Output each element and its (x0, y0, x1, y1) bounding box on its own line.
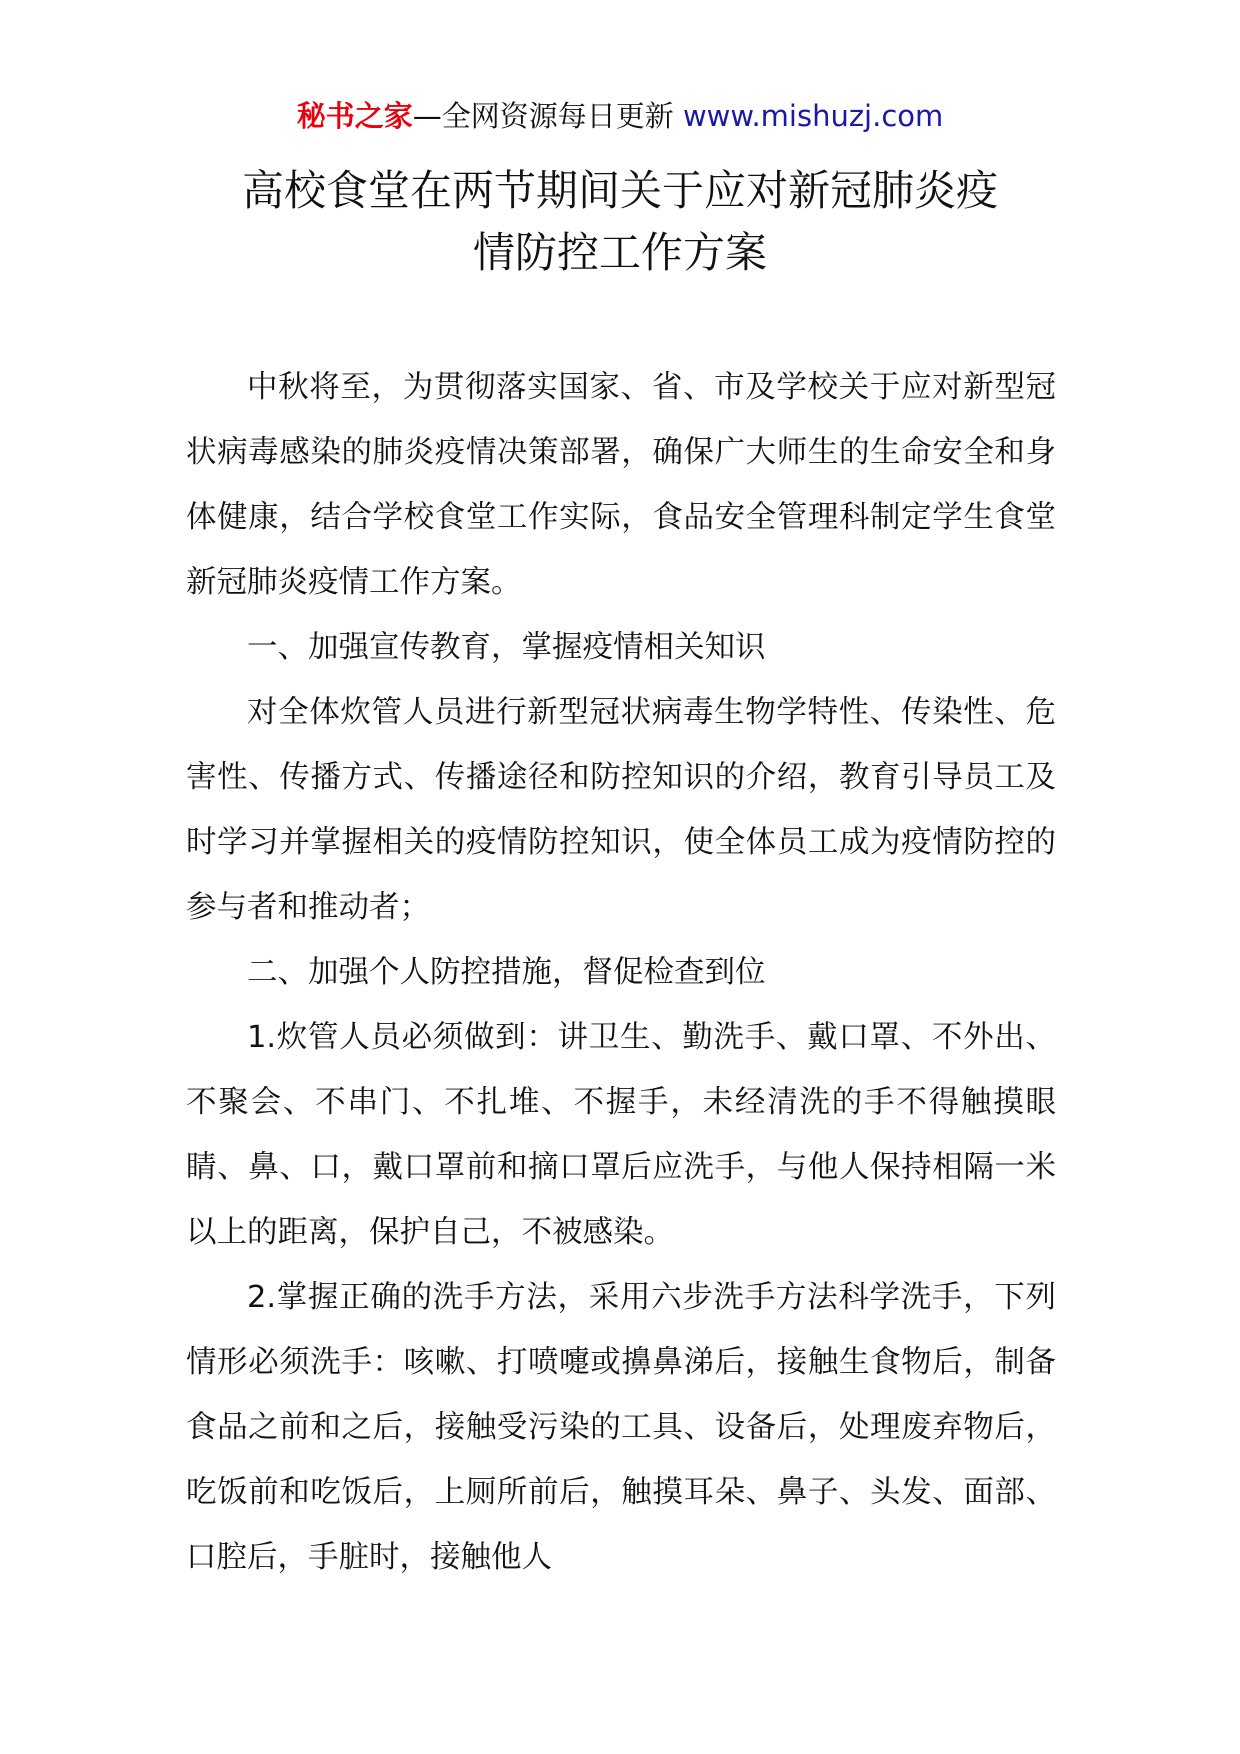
document-body (186, 355, 1056, 1590)
site-header (0, 96, 1240, 136)
item-1-paragraph: 1.炊管人员必须做到：讲卫生、勤洗手、戴口罩、不外出、不聚会、不串门、不扎堆、不握手，未经清洗的手不得触摸眼睛、鼻、口，戴口罩前和摘口罩后应洗手，与他人保持相隔一米以上的距离，保护自己，不被感染。 (186, 1020, 1056, 1250)
document-title-line-2: 情防控工作方案 (472, 228, 767, 277)
header-tagline: —全网资源每日更新 (412, 99, 683, 133)
document-title-line-1: 高校食堂在两节期间关于应对新冠肺炎疫 (241, 166, 998, 215)
section-heading-2: 二、加强个人防控措施，督促检查到位 (247, 955, 766, 990)
intro-paragraph: 中秋将至，为贯彻落实国家、省、市及学校关于应对新型冠状病毒感染的肺炎疫情决策部署，确保广大师生的生命安全和身体健康，结合学校食堂工作实际，食品安全管理科制定学生食堂新冠肺炎疫情工作方案。 (186, 370, 1056, 600)
section-1-paragraph: 对全体炊管人员进行新型冠状病毒生物学特性、传染性、危害性、传播方式、传播途径和防控知识的介绍，教育引导员工及时学习并掌握相关的疫情防控知识，使全体员工成为疫情防控的参与者和推动者； (186, 695, 1056, 925)
site-url-link[interactable]: www.mishuzj.com (682, 99, 944, 133)
section-heading-1: 一、加强宣传教育，掌握疫情相关知识 (247, 630, 766, 665)
brand-name: 秘书之家 (296, 99, 413, 133)
item-2-paragraph: 2.掌握正确的洗手方法，采用六步洗手方法科学洗手，下列情形必须洗手：咳嗽、打喷嚏或擤鼻涕后，接触生食物后，制备食品之前和之后，接触受污染的工具、设备后，处理废弃物后，吃饭前和吃饭后，上厕所前后，触摸耳朵、鼻子、头发、面部、口腔后，手脏时，接触他人 (186, 1280, 1056, 1575)
document-title (100, 160, 1140, 284)
